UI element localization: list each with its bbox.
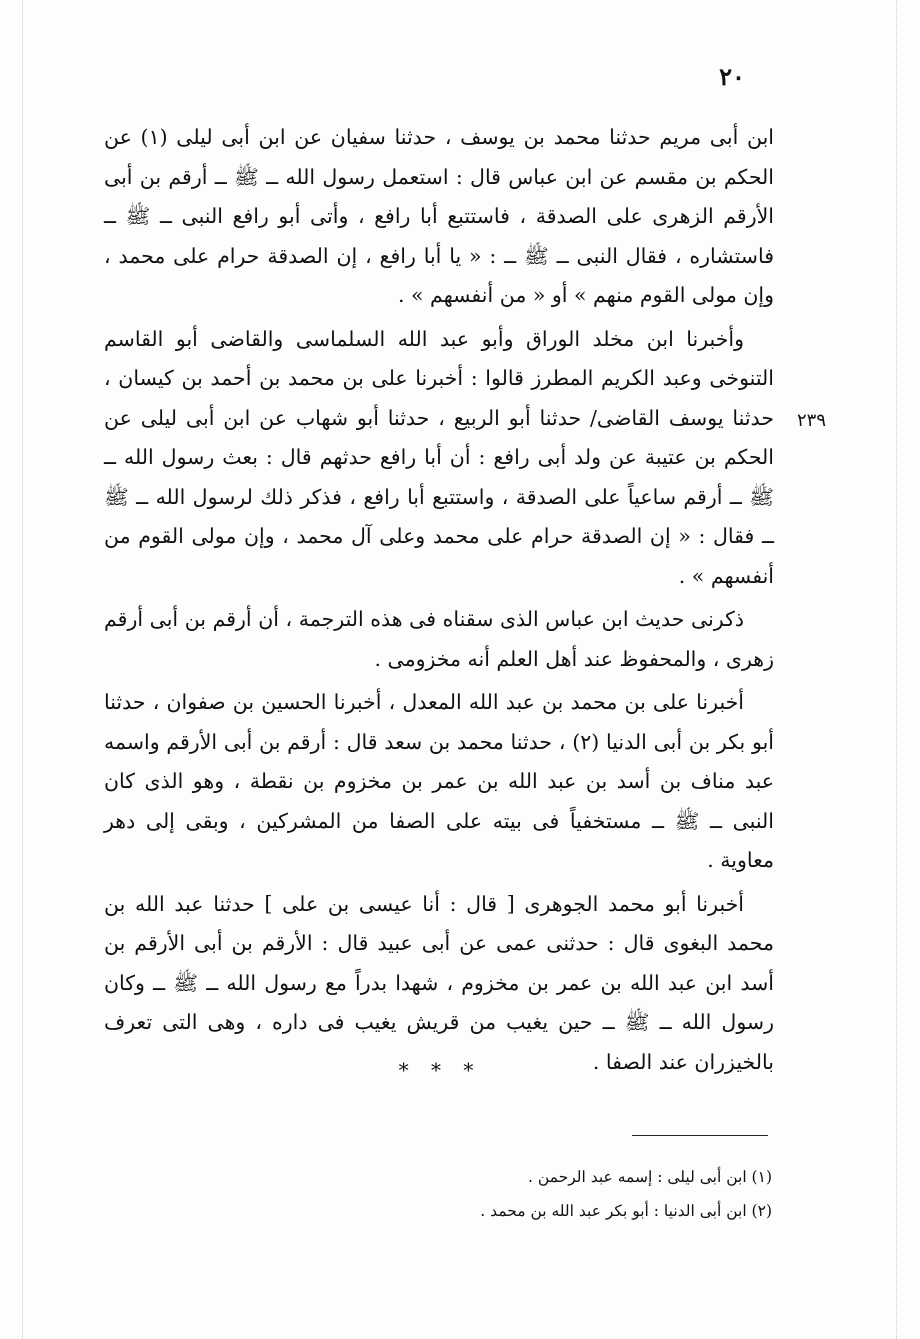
paragraph-5: أخبرنا أبو محمد الجوهرى [ قال : أنا عيسى بن على ] حدثنا عبد الله بن محمد البغوى قال : حدثنى عمى عن أبى عبيد قال : الأرقم بن أبى الأرقم بن أسد ابن عبد الله بن عمر بن مخزوم ، شهدا بدراً مع رسول الله ــ ﷺ ــ وكان رسول الله ــ ﷺ ــ حين يغيب من قريش يغيب فى داره ، وهى التى تعرف بالخيزران عند الصفا . [104, 891, 774, 1074]
paragraph-1: ابن أبى مريم حدثنا محمد بن يوسف ، حدثنا سفيان عن ابن أبى ليلى (١) عن الحكم بن مقسم عن ابن عباس قال : استعمل رسول الله ــ ﷺ ــ أرقم بن أبى الأرقم الزهرى على الصدقة ، فاستتبع أبا رافع ، وأتى أبو رافع النبى ــ ﷺ ــ فاستشاره ، فقال النبى ــ ﷺ ــ : « يا أبا رافع ، إن الصدقة حرام على محمد ، وإن مولى القوم منهم » أو « من أنفسهم » . [104, 125, 774, 307]
footnote-2: (٢) ابن أبى الدنيا : أبو بكر عبد الله بن محمد . [480, 1202, 772, 1220]
footnote-1: (١) ابن أبى ليلى : إسمه عبد الرحمن . [528, 1168, 772, 1186]
paragraph-2: وأخبرنا ابن مخلد الوراق وأبو عبد الله السلماسى والقاضى أبو القاسم التنوخى وعبد الكريم المطرز قالوا : أخبرنا على بن محمد بن أحمد بن كيسان ، حدثنا يوسف القاضى/ حدثنا أبو الربيع ، حدثنا أبو شهاب عن ابن أبى ليلى عن الحكم بن عتيبة عن ولد أبى رافع : أن أبا رافع حدثهم قال : بعث رسول الله ــ ﷺ ــ أرقم ساعياً على الصدقة ، واستتبع أبا رافع ، فذكر ذلك لرسول الله ــ ﷺ ــ فقال : « إن الصدقة حرام على محمد وعلى آل محمد ، وإن مولى القوم من أنفسهم » . [104, 326, 774, 588]
scan-fold-line-left [22, 0, 23, 1339]
paragraph-3: ذكرنى حديث ابن عباس الذى سقناه فى هذه الترجمة ، أن أرقم بن أبى أرقم زهرى ، والمحفوظ عند أهل العلم أنه مخزومى . [104, 607, 774, 671]
page-number: ٢٠ [719, 62, 745, 91]
main-text-body [104, 118, 774, 1086]
scan-fold-line-right [896, 0, 897, 1339]
section-separator-stars: * * * [398, 1058, 482, 1082]
paragraph-4: أخبرنا على بن محمد بن عبد الله المعدل ، أخبرنا الحسين بن صفوان ، حدثنا أبو بكر بن أبى الدنيا (٢) ، حدثنا محمد بن سعد قال : أرقم بن أبى الأرقم واسمه عبد مناف بن أسد بن عبد الله بن عمر بن مخزوم بن نقطة ، وهو الذى كان النبى ــ ﷺ ــ مستخفياً فى بيته على الصفا من المشركين ، وبقى إلى دهر معاوية . [104, 690, 774, 872]
footnote-divider [632, 1135, 768, 1136]
margin-reference-number: ٢٣٩ [796, 410, 826, 431]
footnotes-section [200, 1160, 772, 1228]
